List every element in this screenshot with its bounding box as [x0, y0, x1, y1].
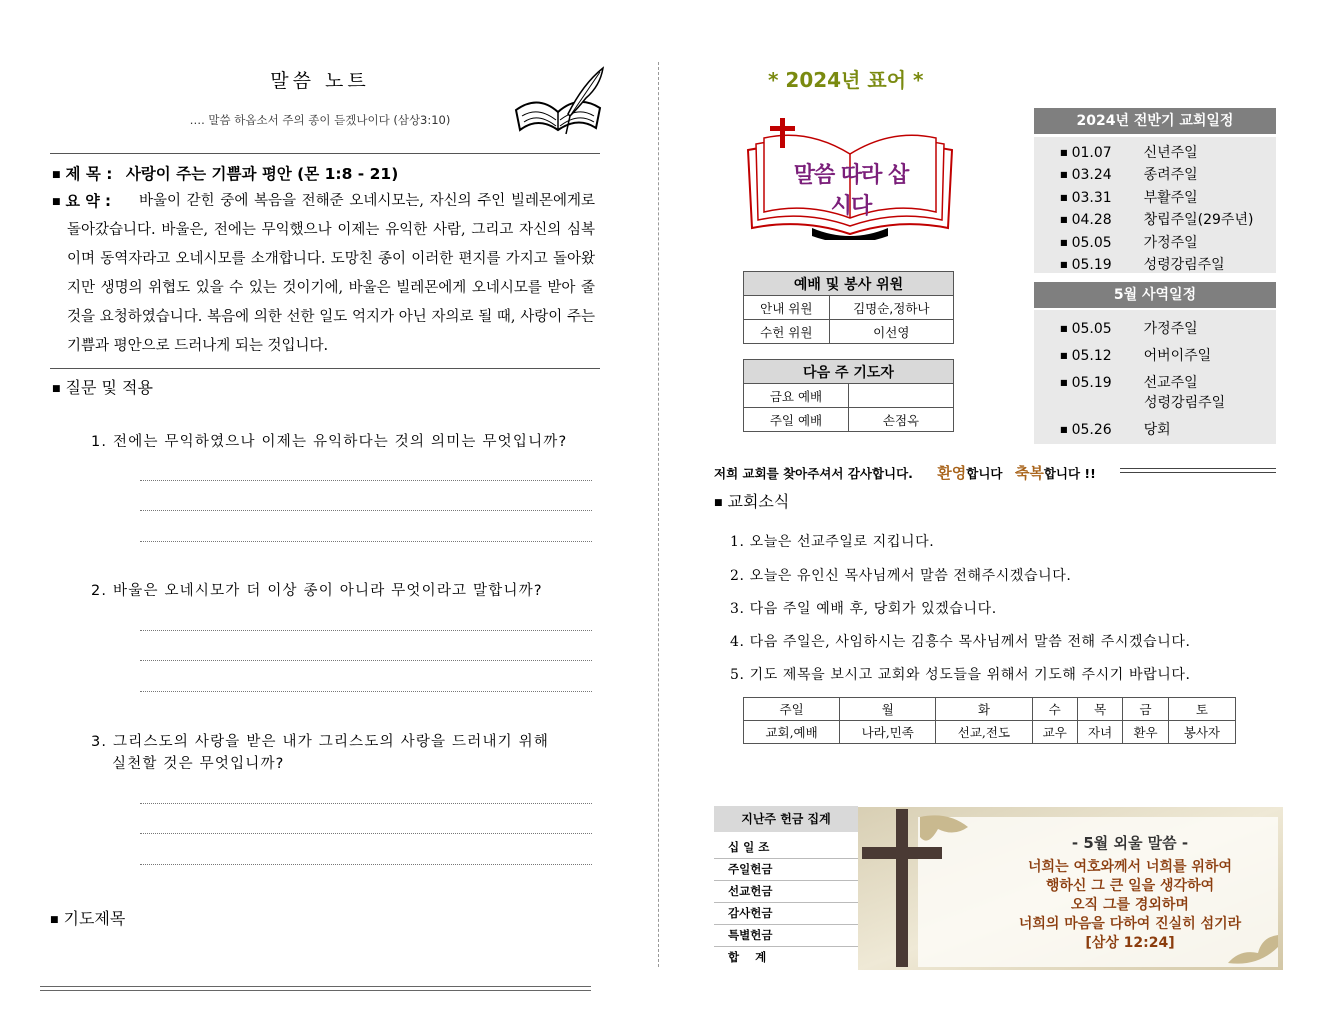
page-title: 말씀 노트	[270, 70, 370, 92]
square-bullet-icon: ■	[714, 498, 723, 508]
question-2: 2. 바울은 오네시모가 더 이상 종이 아니라 무엇이라고 말합니까?	[91, 583, 543, 599]
square-bullet-icon: ■	[52, 170, 61, 180]
list-item: ■ 05.19 선교주일	[1060, 375, 1198, 391]
offering-row: 특별헌금	[714, 924, 858, 947]
answer-line[interactable]	[140, 833, 592, 834]
table-cell: 주일 예배	[744, 408, 849, 432]
offering-row: 십 일 조	[714, 836, 858, 859]
summary-text: 바울이 갇힌 중에 복음을 전해준 오네시모는, 자신의 주인 빌레몬에게로 돌아갔습니다. 바울은, 전에는 무익했으나 이제는 유익한 사람, 그리고 자신의 심복이며 동역자라고 오네시모를 소개합니다. 도망친 종이 이러한 편지를 가지고 돌아왔지만 생명의 위협도 있을 수 있는 것이기에, 바울은 빌레몬에게 오네시모를 받아 줄 것을 요청하였습니다. 복음에 의한 선한 일도 억지가 아닌 자의로 될 때, 사랑이 주는 기쁨과 평안으로 드러나게 되는 것입니다.	[67, 193, 595, 354]
service-committee-table	[743, 271, 954, 344]
question-3-cont: 실천할 것은 무엇입니까?	[112, 756, 285, 772]
offering-title: 지난주 헌금 집계	[714, 806, 858, 832]
table-cell: 봉사자	[1168, 721, 1235, 744]
question-1: 1. 전에는 무익하였으나 이제는 유익하다는 것의 의미는 무엇입니까?	[91, 434, 568, 450]
sermon-title-label: 제 목 :	[65, 165, 113, 183]
answer-line[interactable]	[140, 803, 592, 804]
list-item: ■ 01.07 신년주일	[1060, 145, 1198, 161]
table-cell: 나라,민족	[840, 721, 936, 744]
table-cell: 안내 위원	[744, 296, 830, 320]
offering-row: 주일헌금	[714, 858, 858, 881]
square-bullet-icon: ■	[1060, 148, 1068, 157]
news-heading: ■ 교회소식	[714, 492, 790, 511]
square-bullet-icon: ■	[52, 197, 61, 207]
table-cell	[849, 384, 954, 408]
table-cell: 교회,예배	[744, 721, 840, 744]
square-bullet-icon: ■	[1060, 170, 1068, 179]
table-cell: 금요 예배	[744, 384, 849, 408]
offering-row: 합 계	[728, 950, 767, 964]
table-header-cell: 주일	[744, 698, 840, 721]
square-bullet-icon: ■	[1060, 193, 1068, 202]
divider	[50, 368, 600, 369]
offering-row: 선교헌금	[714, 880, 858, 903]
news-item: 5. 기도 제목을 보시고 교회와 성도들을 위해서 기도해 주시기 바랍니다.	[730, 667, 1191, 683]
table-cell: 교우	[1032, 721, 1077, 744]
table-cell: 이선영	[829, 320, 953, 344]
list-item-continued: 성령강림주일	[1144, 395, 1226, 411]
prayer-heading: ■ 기도제목	[50, 909, 126, 928]
answer-line[interactable]	[140, 510, 592, 511]
square-bullet-icon: ■	[1060, 351, 1068, 360]
memory-verse-text: 너희는 여호와께서 너희를 위하여 행하신 그 큰 일을 생각하여 오직 그를 경외하며 너희의 마음을 다하여 진실히 섬기라 [삼상 12:24]	[1018, 859, 1242, 951]
news-item: 2. 오늘은 유인신 목사님께서 말씀 전해주시겠습니다.	[730, 568, 1072, 584]
table-header-cell: 토	[1168, 698, 1235, 721]
table-title: 예배 및 봉사 위원	[744, 272, 954, 296]
schedule-h1-list	[1034, 137, 1276, 273]
square-bullet-icon: ■	[1060, 378, 1068, 387]
square-bullet-icon: ■	[1060, 260, 1068, 269]
welcome-message: 저희 교회를 찾아주셔서 감사합니다. 환영합니다 축복합니다 !!	[714, 464, 1096, 482]
schedule-h1-title: 2024년 전반기 교회일정	[1034, 108, 1276, 134]
table-cell: 선교,전도	[936, 721, 1032, 744]
page-fold-divider	[658, 62, 659, 967]
answer-line[interactable]	[140, 691, 592, 692]
sermon-title	[52, 162, 398, 184]
news-item: 4. 다음 주일은, 사임하시는 김흥수 목사님께서 말씀 전해 주시겠습니다.	[730, 634, 1191, 650]
square-bullet-icon: ■	[50, 915, 59, 925]
motto-title: * 2024년 표어 *	[768, 68, 924, 92]
table-header-cell: 월	[840, 698, 936, 721]
list-item: ■ 03.31 부활주일	[1060, 190, 1198, 206]
list-item: ■ 05.05 가정주일	[1060, 235, 1198, 251]
answer-line[interactable]	[140, 660, 592, 661]
table-cell: 김명순,정하나	[829, 296, 953, 320]
table-cell: 수헌 위원	[744, 320, 830, 344]
table-cell: 환우	[1123, 721, 1168, 744]
double-rule	[1120, 468, 1276, 473]
answer-line[interactable]	[140, 541, 592, 542]
summary-label: 요 약 :	[65, 192, 111, 210]
list-item: ■ 05.05 가정주일	[1060, 321, 1198, 337]
prayer-leaders-table	[743, 359, 954, 432]
square-bullet-icon: ■	[1060, 238, 1068, 247]
square-bullet-icon: ■	[52, 384, 61, 394]
table-header-cell: 수	[1032, 698, 1077, 721]
table-header-cell: 금	[1123, 698, 1168, 721]
square-bullet-icon: ■	[1060, 324, 1068, 333]
schedule-may-list	[1034, 310, 1276, 444]
list-item: ■ 05.26 당회	[1060, 422, 1171, 438]
sermon-title-value: 사랑이 주는 기쁨과 평안 (몬 1:8 - 21)	[125, 165, 399, 183]
memory-verse-title: - 5월 외울 말씀 -	[1071, 834, 1189, 852]
table-cell: 자녀	[1077, 721, 1122, 744]
list-item: ■ 04.28 창립주일(29주년)	[1060, 212, 1254, 228]
double-rule	[40, 986, 591, 991]
book-quill-icon	[508, 64, 608, 144]
news-item: 3. 다음 주일 예배 후, 당회가 있겠습니다.	[730, 601, 997, 617]
offering-row: 감사헌금	[714, 902, 858, 925]
answer-line[interactable]	[140, 630, 592, 631]
list-item: ■ 05.12 어버이주일	[1060, 348, 1212, 364]
square-bullet-icon: ■	[1060, 425, 1068, 434]
answer-line[interactable]	[140, 864, 592, 865]
list-item: ■ 03.24 종려주일	[1060, 167, 1198, 183]
schedule-may-title: 5월 사역일정	[1034, 282, 1276, 308]
answer-line[interactable]	[140, 480, 592, 481]
table-header-cell: 화	[936, 698, 1032, 721]
daily-prayer-table	[743, 697, 1236, 744]
divider	[50, 153, 600, 154]
table-cell: 손점옥	[849, 408, 954, 432]
square-bullet-icon: ■	[1060, 215, 1068, 224]
list-item: ■ 05.19 성령강림주일	[1060, 257, 1225, 273]
table-title: 다음 주 기도자	[744, 360, 954, 384]
news-item: 1. 오늘은 선교주일로 지킵니다.	[730, 534, 935, 550]
page-subtitle: …. 말씀 하옵소서 주의 종이 듣겠나이다 (삼상3:10)	[189, 113, 451, 127]
question-3: 3. 그리스도의 사랑을 받은 내가 그리스도의 사랑을 드러내기 위해	[91, 734, 550, 750]
qa-heading: ■ 질문 및 적용	[52, 378, 153, 397]
table-header-cell: 목	[1077, 698, 1122, 721]
motto-text: 말씀 따라 삽시다	[793, 163, 909, 219]
